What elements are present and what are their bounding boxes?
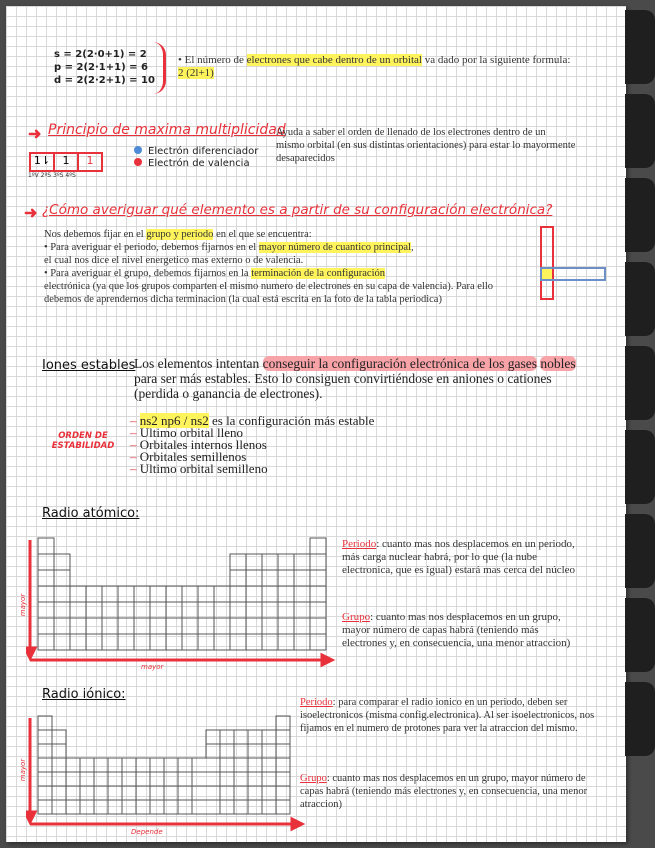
intro-text: • El número de electrones que cabe dentro de un orbital va dado por la siguiente formula: 2 (2l+1): [178, 54, 571, 79]
iones-text: Los elementos intentan conseguir la configuración electrónica de los gases nobles para ser más estables. Esto lo consiguen convirtiéndose en aniones o cationes (perdida o ganancia de electrones).: [134, 356, 576, 401]
hund-legend: [134, 146, 258, 170]
iones-hl-nobles: nobles: [540, 356, 576, 371]
atomico-grupo-label: Grupo: [342, 611, 371, 623]
config-arrow: ➜: [24, 205, 38, 222]
atomico-periodo-label: Periodo: [342, 538, 377, 550]
orbital-formulas: [54, 48, 155, 87]
formula-brace: [153, 42, 166, 94]
notebook-tab[interactable]: [625, 682, 655, 756]
orbital-boxes: [29, 152, 103, 172]
stability-item: – Orbitales semillenos: [130, 449, 247, 464]
config-text: Nos debemos fijar en el grupo y periodo en el que se encuentra: • Para averiguar el periodo, debemos fijarnos en el mayor número de cuantico principal, el cual nos dice el nivel energetico mas externo o de valencia. • Para averiguar el grupo, debemos fijarnos en la terminación de la configuración electrónica (ya que los grupos comparten el mismo numero de electrones en su capa de valencia). Para ello debemos de aprendernos dicha terminacion (la cual está escrita en la foto de la tabla periodica): [44, 229, 493, 305]
dash-icon: –: [130, 425, 140, 440]
ionico-grupo-text: Grupo: cuanto mas nos desplacemos en un grupo, mayor número de capas habrá (teniendo más electrones y, en consecuencia, una menor atraccion): [300, 773, 588, 810]
notebook-tab[interactable]: [625, 598, 655, 672]
iones-hl-gases: conseguir la configuración electrónica de los gases: [262, 356, 537, 371]
ionico-grupo-label: Grupo: [300, 773, 327, 784]
config-hl-cuantico: mayor número de cuantico principal: [258, 242, 411, 253]
ionico-periodo-text: Periodo: para comparar el radio ionico en un periodo, deben ser isoelectronicos (misma config.electronica). Al ser isoelectronicos, nos fijamos en el numero de protones para ver la atraccion del mismo.: [300, 697, 595, 734]
axis-h-label-ionico: Depende: [131, 828, 163, 836]
orden-estabilidad-label: ORDEN DE ESTABILIDAD: [51, 431, 115, 451]
iones-title: Iones estables: [42, 358, 136, 373]
periodic-table-atomico: [26, 536, 336, 681]
config-hl-terminacion: terminación de la configuración: [251, 268, 386, 279]
dash-icon: –: [130, 413, 140, 428]
orbital-box-3: 1: [86, 154, 94, 167]
mini-group-column: [540, 226, 554, 300]
mini-element-cell: [542, 269, 552, 279]
mini-period-diagram: [536, 224, 608, 304]
periodic-table-ionico-svg: [26, 714, 306, 839]
notebook-tab[interactable]: [625, 178, 655, 252]
notebook-tab[interactable]: [625, 94, 655, 168]
periodic-table-atomico-svg: [26, 536, 336, 676]
notebook-tab[interactable]: [625, 10, 655, 84]
legend-label-valencia: Electrón de valencia: [148, 158, 250, 169]
periodic-table-ionico: [26, 714, 306, 844]
intro-formula: 2 (2l+1): [178, 67, 214, 79]
notebook-page: [6, 6, 626, 842]
orbital-box-1: 1⇂: [31, 154, 55, 170]
axis-v-label-ionico: mayor: [19, 758, 28, 782]
formula-s: s = 2(2·0+1) = 2: [54, 49, 147, 60]
ionico-periodo-label: Periodo: [300, 697, 333, 708]
atomico-periodo-text: Periodo: cuanto mas nos desplacemos en un periodo, más carga nuclear habrá, por lo que (la nube electronica, que es igual) estará mas cerca del núcleo: [342, 538, 576, 576]
formula-d: d = 2(2·2+1) = 10: [54, 75, 155, 86]
hund-arrow: ➜: [28, 126, 42, 143]
notebook-tabs: [625, 10, 655, 766]
stability-item: – Ultimo orbital semilleno: [130, 461, 268, 476]
notebook-tab[interactable]: [625, 514, 655, 588]
config-title: ¿Cómo averiguar qué elemento es a partir de su configuración electrónica?: [42, 202, 553, 218]
stability-item: – Orbitales internos llenos: [130, 437, 267, 452]
intro-highlight: electrones que cabe dentro de un orbital: [246, 54, 422, 66]
hund-title: Principio de maxima multiplicidad: [48, 122, 286, 138]
config-hl-grupo: grupo y periodo: [146, 229, 214, 240]
stability-item: – Ultimo orbital lleno: [130, 425, 244, 440]
orbital-box-2: 1: [55, 154, 79, 170]
dash-icon: –: [130, 437, 140, 452]
notebook-tab[interactable]: [625, 262, 655, 336]
axis-h-label-atomico: mayor: [141, 663, 164, 671]
atomico-grupo-text: Grupo: cuanto mas nos desplacemos en un grupo, mayor número de capas habrá (teniendo más electrones y, en consecuencia, una menor atraccion): [342, 611, 571, 649]
stability-item: – ns2 np6 / ns2 es la configuración más estable: [130, 413, 375, 428]
dash-icon: –: [130, 449, 140, 464]
spin-labels: 1ºV 2ºS 3ºS 4ºS: [28, 172, 76, 179]
notebook-tab[interactable]: [625, 346, 655, 420]
legend-red-dot-icon: [134, 158, 142, 166]
hund-text: Ayuda a saber el orden de llenado de los electrones dentro de un mismo orbital (en sus distintas orientaciones) para estar lo mayormente desaparecidos: [276, 127, 576, 164]
formula-p: p = 2(2·1+1) = 6: [54, 62, 148, 73]
radio-atomico-title: Radio atómico:: [42, 506, 140, 521]
pt-cell: [38, 538, 54, 554]
legend-label-diferenciador: Electrón diferenciador: [148, 146, 259, 157]
axis-v-label-atomico: mayor: [19, 593, 28, 617]
dash-icon: –: [130, 461, 140, 476]
notebook-tab[interactable]: [625, 430, 655, 504]
radio-ionico-title: Radio iónico:: [42, 687, 126, 702]
stability-list: [130, 415, 374, 475]
legend-blue-dot-icon: [134, 146, 142, 154]
